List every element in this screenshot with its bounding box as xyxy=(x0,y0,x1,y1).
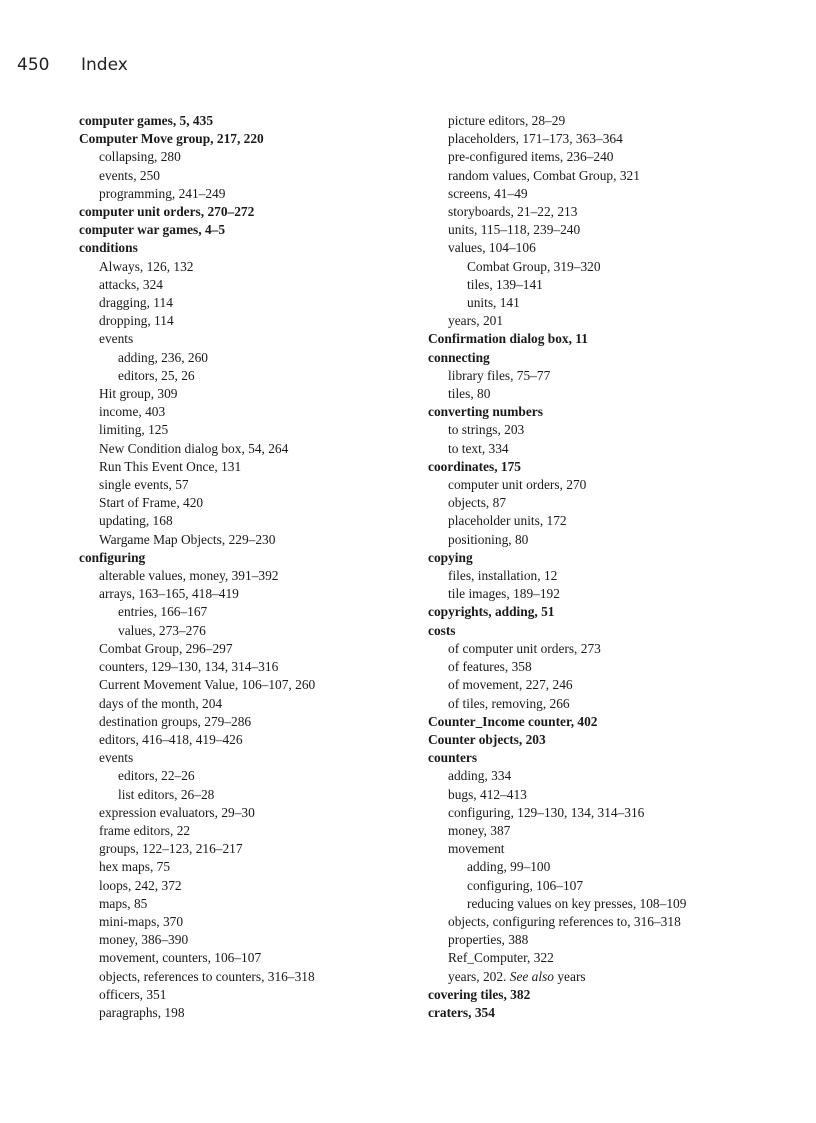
entry-text: of features, 358 xyxy=(448,659,532,675)
index-subentry xyxy=(79,840,409,858)
index-subentry xyxy=(79,749,409,767)
index-entry xyxy=(428,349,808,367)
running-head xyxy=(17,55,128,75)
entry-text: Start of Frame, 420 xyxy=(99,495,204,511)
index-subentry xyxy=(79,476,409,494)
index-subentry xyxy=(79,877,409,895)
entry-text: loops, 242, 372 xyxy=(99,877,182,893)
entry-text: files, installation, 12 xyxy=(448,568,558,584)
entry-text: computer war games, 4–5 xyxy=(79,222,226,238)
index-subentry xyxy=(428,968,808,986)
index-subentry xyxy=(79,421,409,439)
entry-text: events xyxy=(99,750,134,766)
entry-text: converting numbers xyxy=(428,404,543,420)
entry-text: coordinates, 175 xyxy=(428,458,521,474)
entry-text: values, 273–276 xyxy=(118,622,206,638)
index-subentry xyxy=(79,695,409,713)
entry-text: updating, 168 xyxy=(99,513,173,529)
entry-text: single events, 57 xyxy=(99,477,189,493)
entry-text: adding, 99–100 xyxy=(467,859,551,875)
index-entry xyxy=(79,221,409,239)
entry-text: adding, 236, 260 xyxy=(118,349,209,365)
index-subentry xyxy=(428,767,808,785)
entry-text: copying xyxy=(428,549,473,565)
entry-text: Combat Group, 296–297 xyxy=(99,640,233,656)
index-subsubentry xyxy=(79,622,409,640)
entry-text: money, 386–390 xyxy=(99,932,189,948)
entry-text: costs xyxy=(428,622,456,638)
index-subentry xyxy=(79,385,409,403)
index-entry xyxy=(428,986,808,1004)
entry-text: groups, 122–123, 216–217 xyxy=(99,841,243,857)
index-subentry xyxy=(428,203,808,221)
index-entry xyxy=(428,403,808,421)
entry-text: days of the month, 204 xyxy=(99,695,223,711)
index-subentry xyxy=(428,695,808,713)
entry-text: income, 403 xyxy=(99,404,166,420)
index-subentry xyxy=(428,567,808,585)
index-subsubentry xyxy=(79,349,409,367)
entry-text: of movement, 227, 246 xyxy=(448,677,573,693)
entry-text: Wargame Map Objects, 229–230 xyxy=(99,531,276,547)
index-subentry xyxy=(79,294,409,312)
index-subentry xyxy=(79,458,409,476)
entry-text: hex maps, 75 xyxy=(99,859,171,875)
entry-text: Run This Event Once, 131 xyxy=(99,458,242,474)
entry-text: editors, 22–26 xyxy=(118,768,195,784)
index-subentry xyxy=(79,403,409,421)
entry-text: movement xyxy=(448,841,505,857)
index-subentry xyxy=(428,512,808,530)
entry-text: connecting xyxy=(428,349,490,365)
index-subentry xyxy=(428,840,808,858)
index-subentry xyxy=(79,640,409,658)
entry-text: positioning, 80 xyxy=(448,531,529,547)
entry-text: placeholder units, 172 xyxy=(448,513,567,529)
entry-text: arrays, 163–165, 418–419 xyxy=(99,586,239,602)
index-entry xyxy=(428,330,808,348)
index-entry xyxy=(79,549,409,567)
see-also-target: years xyxy=(554,968,586,984)
entry-text: reducing values on key presses, 108–109 xyxy=(467,895,687,911)
index-entry xyxy=(428,1004,808,1022)
index-subentry xyxy=(79,731,409,749)
index-subentry xyxy=(428,640,808,658)
entry-text: covering tiles, 382 xyxy=(428,986,531,1002)
entry-text: placeholders, 171–173, 363–364 xyxy=(448,131,623,147)
entry-text: picture editors, 28–29 xyxy=(448,113,566,128)
entry-text: units, 141 xyxy=(467,295,520,311)
index-subsubentry xyxy=(79,367,409,385)
entry-text: counters, 129–130, 134, 314–316 xyxy=(99,659,279,675)
entry-text: mini-maps, 370 xyxy=(99,913,184,929)
index-entry xyxy=(428,713,808,731)
index-entry xyxy=(79,203,409,221)
index-entry xyxy=(428,603,808,621)
entry-text: maps, 85 xyxy=(99,895,148,911)
entry-text: screens, 41–49 xyxy=(448,185,528,201)
entry-text: attacks, 324 xyxy=(99,276,163,292)
entry-text: objects, configuring references to, 316–318 xyxy=(448,913,681,929)
index-subentry xyxy=(428,185,808,203)
index-subsubentry xyxy=(79,786,409,804)
entry-text: events xyxy=(99,331,134,347)
entry-text: storyboards, 21–22, 213 xyxy=(448,204,578,220)
entry-text: expression evaluators, 29–30 xyxy=(99,804,255,820)
entry-text: list editors, 26–28 xyxy=(118,786,215,802)
index-subentry xyxy=(79,276,409,294)
entry-text: computer unit orders, 270 xyxy=(448,477,587,493)
index-subentry xyxy=(79,585,409,603)
entry-text: tiles, 139–141 xyxy=(467,276,543,292)
index-subentry xyxy=(428,494,808,512)
entry-text: Always, 126, 132 xyxy=(99,258,194,274)
index-subentry xyxy=(79,949,409,967)
index-subentry xyxy=(79,567,409,585)
entry-text: New Condition dialog box, 54, 264 xyxy=(99,440,289,456)
entry-text: tile images, 189–192 xyxy=(448,586,560,602)
entry-text: editors, 416–418, 419–426 xyxy=(99,731,243,747)
entry-text: computer unit orders, 270–272 xyxy=(79,204,255,220)
entry-text: programming, 241–249 xyxy=(99,185,226,201)
index-subentry xyxy=(428,130,808,148)
index-subentry xyxy=(428,367,808,385)
index-subsubentry xyxy=(79,767,409,785)
index-subentry xyxy=(79,531,409,549)
entry-text: dragging, 114 xyxy=(99,295,173,311)
entry-text: alterable values, money, 391–392 xyxy=(99,568,279,584)
entry-text: configuring xyxy=(79,549,146,565)
entry-text: library files, 75–77 xyxy=(448,367,551,383)
index-entry xyxy=(428,622,808,640)
entry-text: money, 387 xyxy=(448,822,511,838)
index-subentry xyxy=(79,658,409,676)
index-subsubentry xyxy=(428,895,808,913)
page-title: Index xyxy=(81,55,128,75)
index-subentry xyxy=(428,949,808,967)
index-subentry xyxy=(79,258,409,276)
index-subentry xyxy=(428,239,808,257)
entry-text: bugs, 412–413 xyxy=(448,786,527,802)
entry-text: pre-configured items, 236–240 xyxy=(448,149,614,165)
index-entry xyxy=(428,749,808,767)
entry-text: Confirmation dialog box, 11 xyxy=(428,331,588,347)
entry-text: adding, 334 xyxy=(448,768,512,784)
index-subentry xyxy=(428,931,808,949)
index-subentry xyxy=(79,440,409,458)
entry-text: Counter objects, 203 xyxy=(428,731,546,747)
entry-text: properties, 388 xyxy=(448,932,529,948)
index-subentry xyxy=(79,968,409,986)
entry-text: paragraphs, 198 xyxy=(99,1004,185,1020)
entry-text: counters xyxy=(428,750,478,766)
index-entry xyxy=(428,731,808,749)
entry-text: objects, 87 xyxy=(448,495,507,511)
index-subentry xyxy=(428,676,808,694)
index-subsubentry xyxy=(428,276,808,294)
index-subentry xyxy=(428,913,808,931)
see-also-label: See also xyxy=(509,968,555,984)
index-subentry xyxy=(428,421,808,439)
entry-text: years, 201 xyxy=(448,313,504,329)
index-subentry xyxy=(79,822,409,840)
entry-text: configuring, 129–130, 134, 314–316 xyxy=(448,804,645,820)
entry-text: events, 250 xyxy=(99,167,160,183)
index-subentry xyxy=(428,585,808,603)
entry-text: Hit group, 309 xyxy=(99,386,178,402)
index-subentry xyxy=(79,913,409,931)
entry-text: editors, 25, 26 xyxy=(118,367,195,383)
index-subentry xyxy=(428,440,808,458)
index-subentry xyxy=(79,713,409,731)
page-number: 450 xyxy=(17,55,50,75)
index-subentry xyxy=(428,112,808,130)
index-subentry xyxy=(428,822,808,840)
entry-text: destination groups, 279–286 xyxy=(99,713,252,729)
index-subentry xyxy=(79,676,409,694)
entry-text: configuring, 106–107 xyxy=(467,877,584,893)
index-subentry xyxy=(428,658,808,676)
index-subentry xyxy=(79,931,409,949)
index-subentry xyxy=(79,494,409,512)
entry-text: limiting, 125 xyxy=(99,422,169,438)
index-subentry xyxy=(428,148,808,166)
index-subsubentry xyxy=(428,294,808,312)
entry-text: tiles, 80 xyxy=(448,386,491,402)
index-subsubentry xyxy=(79,603,409,621)
index-subentry xyxy=(79,895,409,913)
index-subentry xyxy=(428,385,808,403)
entry-text: Ref_Computer, 322 xyxy=(448,950,554,966)
index-subentry xyxy=(428,167,808,185)
index-column-right xyxy=(428,112,808,1022)
index-subentry xyxy=(79,1004,409,1022)
index-subentry xyxy=(428,531,808,549)
entry-text: conditions xyxy=(79,240,138,256)
index-subentry xyxy=(79,804,409,822)
index-column-left xyxy=(79,112,409,1022)
index-subentry xyxy=(428,312,808,330)
index-subentry xyxy=(79,986,409,1004)
entry-text: Combat Group, 319–320 xyxy=(467,258,601,274)
entry-text: units, 115–118, 239–240 xyxy=(448,222,581,238)
index-entry xyxy=(79,130,409,148)
entry-text: years, 202. xyxy=(448,968,507,984)
index-entry xyxy=(428,549,808,567)
index-subentry xyxy=(79,312,409,330)
index-entry xyxy=(79,239,409,257)
index-subentry xyxy=(428,476,808,494)
entry-text: officers, 351 xyxy=(99,986,167,1002)
entry-text: collapsing, 280 xyxy=(99,149,181,165)
entry-text: computer games, 5, 435 xyxy=(79,113,214,128)
entry-text: Counter_Income counter, 402 xyxy=(428,713,598,729)
index-subentry xyxy=(79,167,409,185)
entry-text: to text, 334 xyxy=(448,440,509,456)
index-subsubentry xyxy=(428,858,808,876)
entry-text: Current Movement Value, 106–107, 260 xyxy=(99,677,316,693)
index-subentry xyxy=(79,858,409,876)
entry-text: values, 104–106 xyxy=(448,240,536,256)
index-subsubentry xyxy=(428,258,808,276)
index-subentry xyxy=(79,148,409,166)
entry-text: Computer Move group, 217, 220 xyxy=(79,131,264,147)
entry-text: objects, references to counters, 316–318 xyxy=(99,968,315,984)
entry-text: of computer unit orders, 273 xyxy=(448,640,601,656)
index-entry xyxy=(428,458,808,476)
entry-text: movement, counters, 106–107 xyxy=(99,950,262,966)
index-entry xyxy=(79,112,409,130)
index-subentry xyxy=(79,512,409,530)
entry-text: entries, 166–167 xyxy=(118,604,208,620)
entry-text: to strings, 203 xyxy=(448,422,525,438)
entry-text: copyrights, adding, 51 xyxy=(428,604,555,620)
entry-text: random values, Combat Group, 321 xyxy=(448,167,640,183)
index-subsubentry xyxy=(428,877,808,895)
index-subentry xyxy=(79,330,409,348)
index-subentry xyxy=(428,786,808,804)
index-subentry xyxy=(428,804,808,822)
index-subentry xyxy=(428,221,808,239)
entry-text: of tiles, removing, 266 xyxy=(448,695,570,711)
entry-text: frame editors, 22 xyxy=(99,822,191,838)
entry-text: dropping, 114 xyxy=(99,313,174,329)
index-subentry xyxy=(79,185,409,203)
entry-text: craters, 354 xyxy=(428,1004,495,1020)
